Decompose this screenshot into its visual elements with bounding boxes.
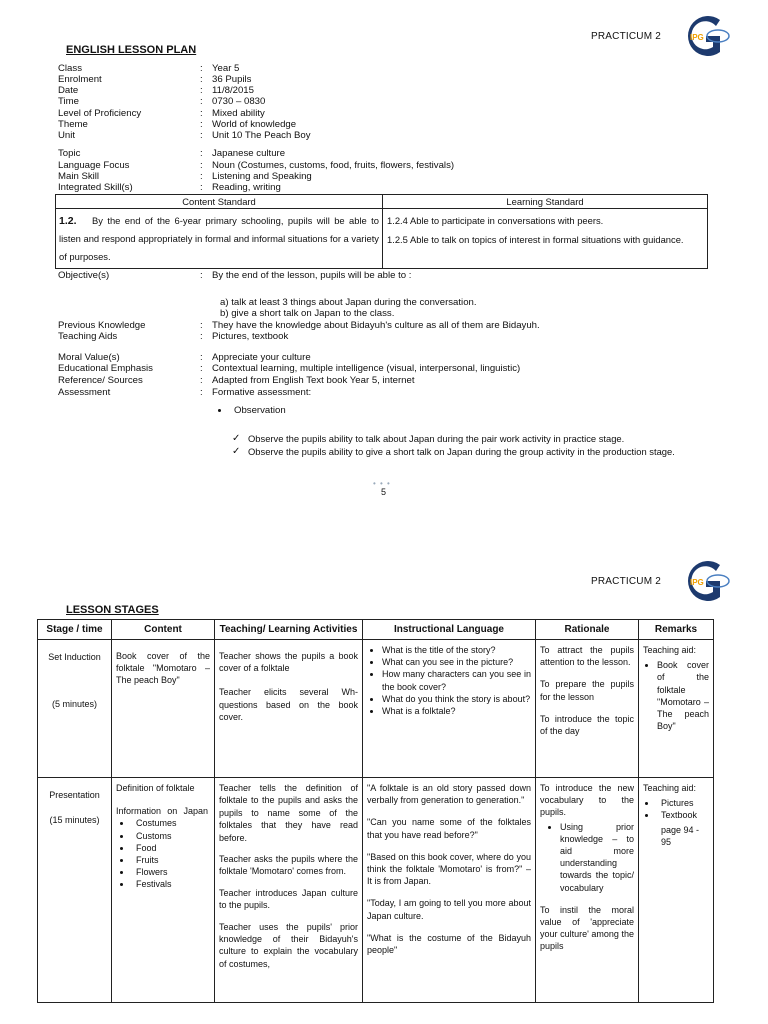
activity-text: Teacher uses the pupils' prior knowledge of their Bidayuh's culture to explain the vocabulary of costumes, <box>219 921 358 969</box>
remarks-label: Teaching aid: <box>643 645 697 655</box>
page-dots-icon: • • • <box>373 479 391 488</box>
activity-text: Teacher shows the pupils a book cover of a folktale <box>219 651 358 674</box>
objectives-block: Objective(s) : By the end of the lesson, pupils will be able to : a) talk at least 3 things about Japan during the conversation. b) give a short talk on Japan to the class. <box>58 270 477 319</box>
lesson-details-block: Previous Knowledge : They have the knowledge about Bidayuh's culture as all of them are Bidayuh. Teaching Aids : Pictures, textbook Moral Value(s) : Appreciate your culture Educational Emphasis : Contextual learning, multiple intelligence (visual, interpersonal, linguistic) Reference/ Sources : Adapted from English Text book Year 5, internet Assessment : Formative assessment: <box>58 320 540 398</box>
language-text: "What is the costume of the Bidayuh people" <box>367 932 531 956</box>
language-item: • What is the title of the story? <box>382 644 531 656</box>
language-item: • What is a folktale? <box>382 705 531 717</box>
language-item: • What do you think the story is about? <box>382 693 531 705</box>
practicum-header-label: PRACTICUM 2 <box>591 31 661 42</box>
content-standard-number: 1.2. <box>59 215 77 227</box>
practicum-header-label-2: PRACTICUM 2 <box>591 576 661 587</box>
lesson-info-block: Class : Year 5 Enrolment : 36 Pupils Date : 11/8/2015 Time : 0730 – 0830 Level of Proficiency : Mixed ability Theme : World of knowledge Unit : Unit 10 The Peach Boy Topic : Japanese culture Language Focus : Noun (Costumes, customs, food, fruits, flowers, festivals) Main Skill : Listening and Speaking Integrated Skill(s) : Reading, writing <box>58 63 455 193</box>
remarks-item: • Pictures <box>657 797 709 809</box>
rationale-text: To introduce the topic of the day <box>540 713 634 737</box>
content-cell <box>112 778 215 1003</box>
content-item: • Costumes <box>132 817 210 829</box>
check-item: ✓ Observe the pupils ability to give a short talk on Japan during the group activity in the production stage. <box>230 445 710 458</box>
content-standard-text: By the end of the 6-year primary schooling, pupils will be able to listen and respond appropriately in formal and informal situations for a variety of purposes. <box>59 215 379 262</box>
ipg-logo-icon <box>676 559 732 603</box>
language-cell <box>363 778 536 1003</box>
language-text: "Based on this book cover, where do you think the folktale 'Momotaro' is from?" – It is from Japan. <box>367 851 531 887</box>
activity-text: Teacher elicits several Wh-questions based on the book cover. <box>219 687 358 722</box>
rationale-text: To prepare the pupils for the lesson <box>540 679 634 702</box>
learning-standard-cell <box>383 209 708 269</box>
learning-standard-header: Learning Standard <box>383 195 708 209</box>
content-standard-cell <box>56 209 383 269</box>
remarks-item: • Book cover of the folktale "Momotaro – The peach Boy" <box>657 659 709 732</box>
content-item: • Festivals <box>132 878 210 890</box>
column-header-rationale: Rationale <box>536 620 639 640</box>
column-header-stage: Stage / time <box>38 620 112 640</box>
learning-standard-2: 1.2.5 Able to talk on topics of interest in formal situations with guidance. <box>387 234 684 245</box>
stage-cell <box>38 640 112 778</box>
stage-cell <box>38 778 112 1003</box>
language-item: • What can you see in the picture? <box>382 656 531 668</box>
rationale-text: To instil the moral value of 'appreciate your culture' among the pupils <box>540 904 634 952</box>
content-item: • Flowers <box>132 866 210 878</box>
table-row-set-induction <box>38 640 714 778</box>
assessment-bullets <box>216 405 286 416</box>
rationale-item: • Using prior knowledge – to aid more understanding towards the topic/ vocabulary <box>560 821 634 894</box>
column-header-activities: Teaching/ Learning Activities <box>215 620 363 640</box>
svg-text:IPG: IPG <box>690 578 704 587</box>
content-cell <box>112 640 215 778</box>
column-header-language: Instructional Language <box>363 620 536 640</box>
assessment-observation: • Observation <box>230 405 286 416</box>
rationale-text: To introduce the new vocabulary to the pupils. <box>540 783 634 818</box>
content-standard-header: Content Standard <box>56 195 383 209</box>
language-item: • How many characters can you see in the book cover? <box>382 668 531 692</box>
table-row-presentation <box>38 778 714 1003</box>
stage-name: Set Induction <box>48 652 101 662</box>
content-item: • Fruits <box>132 854 210 866</box>
content-text: Book cover of the folktale "Momotaro – The peach Boy" <box>116 651 210 686</box>
language-text: "Today, I am going to tell you more about Japan culture. <box>367 898 531 921</box>
rationale-cell <box>536 640 639 778</box>
page-number: 5 <box>381 487 387 497</box>
learning-standard-1: 1.2.4 Able to participate in conversations with peers. <box>387 215 604 226</box>
content-item: • Customs <box>132 830 210 842</box>
stage-time: (5 minutes) <box>51 699 97 709</box>
check-item: ✓ Observe the pupils ability to talk about Japan during the pair work activity in practice stage. <box>230 432 710 445</box>
remarks-pages: page 94 - 95 <box>661 824 700 847</box>
objective-item: b) give a short talk on Japan to the class. <box>220 308 395 319</box>
remarks-cell <box>639 640 714 778</box>
objective-item: a) talk at least 3 things about Japan during the conversation. <box>220 297 477 308</box>
standards-table <box>55 194 708 269</box>
content-text: Definition of folktale <box>116 783 195 793</box>
activity-text: Teacher tells the definition of folktale to the pupils and asks the pupils to name some of the folktales that they have read before. <box>219 783 358 843</box>
assessment-checklist <box>230 432 710 458</box>
rationale-cell <box>536 778 639 1003</box>
lesson-stages-title: LESSON STAGES <box>66 604 159 616</box>
lesson-plan-title: ENGLISH LESSON PLAN <box>66 44 197 56</box>
svg-text:IPG: IPG <box>690 33 704 42</box>
language-cell <box>363 640 536 778</box>
remarks-label: Teaching aid: <box>643 783 697 793</box>
language-text: "A folktale is an old story passed down verbally from generation to generation." <box>367 783 531 806</box>
lesson-stages-table <box>37 619 714 1003</box>
activity-text: Teacher asks the pupils where the folktale 'Momotaro' comes from. <box>219 854 358 877</box>
ipg-logo-icon <box>676 14 732 58</box>
rationale-text: To attract the pupils attention to the lesson. <box>540 645 634 668</box>
activity-text: Teacher introduces Japan culture to the pupils. <box>219 887 358 911</box>
activities-cell <box>215 640 363 778</box>
stage-time: (15 minutes) <box>49 815 100 825</box>
content-item: • Food <box>132 842 210 854</box>
remarks-cell <box>639 778 714 1003</box>
activities-cell <box>215 778 363 1003</box>
language-text: "Can you name some of the folktales that you have read before?" <box>367 817 531 840</box>
remarks-item: • Textbook <box>657 809 709 821</box>
column-header-remarks: Remarks <box>639 620 714 640</box>
stage-name: Presentation <box>49 790 100 800</box>
content-text: Information on Japan <box>116 806 208 817</box>
column-header-content: Content <box>112 620 215 640</box>
